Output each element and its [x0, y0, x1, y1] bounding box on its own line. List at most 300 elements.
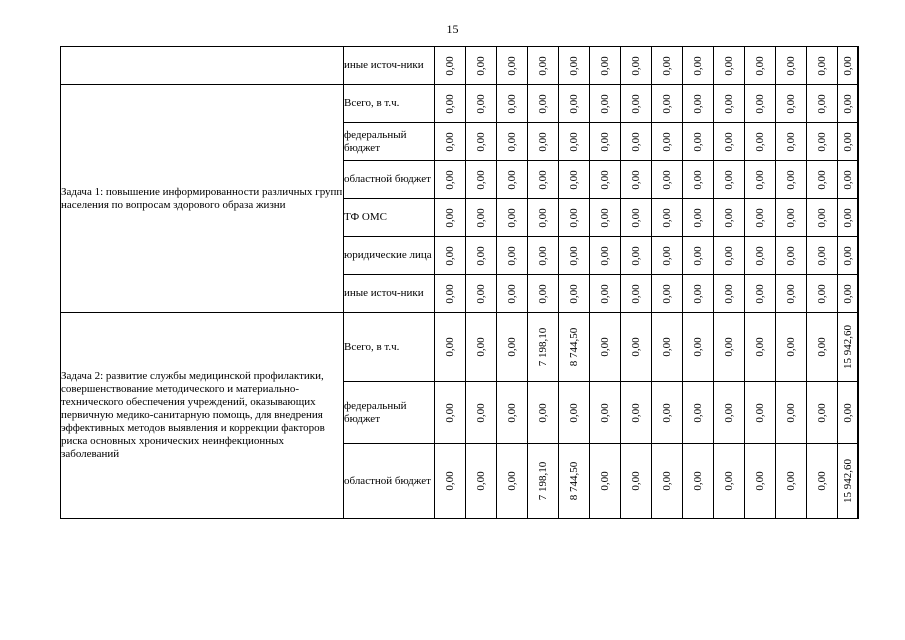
value-cell	[435, 85, 466, 123]
value-cell	[776, 275, 807, 313]
value-cell	[528, 382, 559, 444]
value-text: 0,00	[537, 131, 549, 152]
value-text: 0,00	[568, 245, 580, 266]
value-cell	[652, 237, 683, 275]
value-text: 0,00	[816, 93, 828, 114]
value-text: 0,00	[475, 283, 487, 304]
value-text: 0,00	[475, 402, 487, 423]
value-cell	[714, 237, 745, 275]
value-text: 0,00	[599, 245, 611, 266]
funding-source: Всего, в т.ч.	[344, 85, 435, 123]
value-text: 0,00	[692, 55, 704, 76]
value-text: 0,00	[444, 471, 456, 491]
empty-cell	[858, 237, 859, 275]
value-cell	[559, 199, 590, 237]
value-text: 0,00	[785, 131, 797, 152]
value-cell	[776, 444, 807, 519]
value-text: 0,00	[661, 131, 673, 152]
value-text: 0,00	[599, 93, 611, 114]
value-cell	[435, 123, 466, 161]
value-cell	[838, 123, 858, 161]
value-text: 0,00	[568, 131, 580, 152]
value-cell	[652, 444, 683, 519]
value-cell	[435, 47, 466, 85]
value-text: 0,00	[723, 337, 735, 357]
value-text: 0,00	[630, 55, 642, 76]
empty-cell	[858, 85, 859, 123]
value-cell	[559, 275, 590, 313]
value-cell	[714, 313, 745, 382]
value-text: 0,00	[692, 169, 704, 190]
value-cell	[621, 382, 652, 444]
value-text: 0,00	[816, 169, 828, 190]
empty-cell	[858, 444, 859, 519]
value-cell	[683, 313, 714, 382]
value-text: 7 198,10	[537, 327, 549, 367]
value-cell	[652, 123, 683, 161]
value-text: 7 198,10	[537, 461, 549, 501]
value-cell	[807, 161, 838, 199]
value-cell	[528, 47, 559, 85]
table-row	[61, 47, 859, 85]
value-text: 0,00	[816, 131, 828, 152]
value-cell	[683, 237, 714, 275]
value-cell	[497, 313, 528, 382]
value-text: 0,00	[599, 169, 611, 190]
value-cell	[745, 85, 776, 123]
value-cell	[652, 161, 683, 199]
value-text: 0,00	[630, 93, 642, 114]
value-cell	[683, 275, 714, 313]
value-text: 0,00	[599, 55, 611, 76]
value-cell	[652, 85, 683, 123]
value-cell	[528, 313, 559, 382]
value-text: 0,00	[785, 55, 797, 76]
value-text: 0,00	[444, 402, 456, 423]
value-cell	[683, 382, 714, 444]
value-cell	[466, 47, 497, 85]
value-text: 0,00	[692, 207, 704, 228]
value-text: 0,00	[630, 337, 642, 357]
value-text: 0,00	[506, 245, 518, 266]
value-cell	[838, 444, 858, 519]
value-text: 0,00	[661, 55, 673, 76]
value-text: 0,00	[537, 283, 549, 304]
value-cell	[745, 313, 776, 382]
value-text: 0,00	[444, 283, 456, 304]
value-cell	[745, 444, 776, 519]
empty-cell	[858, 313, 859, 382]
value-text: 0,00	[754, 402, 766, 423]
value-text: 0,00	[816, 245, 828, 266]
value-text: 0,00	[630, 471, 642, 491]
value-text: 0,00	[692, 283, 704, 304]
value-text: 0,00	[754, 337, 766, 357]
value-cell	[714, 275, 745, 313]
task-description: Задача 2: развитие службы медицинской профилактики, совершенствование методического и материально- технического обеспечения учреждений, оказывающих первичную медико-санитарную помощь, для внедрения эффективных методов выявления и коррекции факторов риска основных хронических неинфекционных заболеваний	[61, 313, 344, 519]
value-text: 0,00	[754, 131, 766, 152]
value-cell	[807, 313, 838, 382]
value-cell	[838, 382, 858, 444]
value-text: 0,00	[816, 471, 828, 491]
value-text: 0,00	[816, 55, 828, 76]
value-cell	[652, 313, 683, 382]
value-cell	[807, 123, 838, 161]
value-text: 0,00	[692, 337, 704, 357]
value-text: 0,00	[816, 283, 828, 304]
value-cell	[714, 123, 745, 161]
value-text: 0,00	[444, 93, 456, 114]
value-cell	[528, 444, 559, 519]
value-text: 0,00	[599, 283, 611, 304]
value-text: 0,00	[661, 245, 673, 266]
value-text: 0,00	[754, 93, 766, 114]
value-cell	[807, 47, 838, 85]
empty-cell	[858, 382, 859, 444]
value-cell	[714, 444, 745, 519]
value-cell	[776, 47, 807, 85]
value-text: 0,00	[754, 283, 766, 304]
value-text: 0,00	[537, 402, 549, 423]
funding-source: ТФ ОМС	[344, 199, 435, 237]
table-row	[61, 85, 859, 123]
value-cell	[528, 85, 559, 123]
value-text: 0,00	[568, 283, 580, 304]
value-text: 0,00	[785, 245, 797, 266]
value-cell	[497, 85, 528, 123]
value-text: 0,00	[785, 93, 797, 114]
value-cell	[497, 444, 528, 519]
value-text: 0,00	[816, 207, 828, 228]
value-cell	[466, 382, 497, 444]
value-text: 0,00	[754, 169, 766, 190]
value-text: 0,00	[661, 402, 673, 423]
value-text: 0,00	[841, 93, 854, 114]
value-cell	[621, 47, 652, 85]
value-cell	[838, 275, 858, 313]
value-text: 8 744,50	[568, 461, 580, 501]
value-text: 0,00	[785, 207, 797, 228]
value-text: 0,00	[599, 131, 611, 152]
value-cell	[714, 47, 745, 85]
value-text: 0,00	[506, 55, 518, 76]
value-text: 8 744,50	[568, 327, 580, 367]
value-text: 0,00	[692, 402, 704, 423]
value-cell	[838, 237, 858, 275]
empty-cell	[858, 275, 859, 313]
value-cell	[745, 47, 776, 85]
value-cell	[435, 275, 466, 313]
value-cell	[714, 161, 745, 199]
value-cell	[807, 237, 838, 275]
value-cell	[590, 47, 621, 85]
value-cell	[652, 47, 683, 85]
value-cell	[466, 123, 497, 161]
value-cell	[683, 199, 714, 237]
value-text: 0,00	[568, 55, 580, 76]
value-text: 0,00	[475, 55, 487, 76]
value-text: 0,00	[785, 471, 797, 491]
value-cell	[559, 85, 590, 123]
value-text: 0,00	[661, 283, 673, 304]
value-text: 0,00	[537, 55, 549, 76]
value-text: 0,00	[599, 471, 611, 491]
value-cell	[435, 237, 466, 275]
value-cell	[776, 199, 807, 237]
value-text: 0,00	[692, 93, 704, 114]
budget-table	[60, 46, 859, 519]
value-text: 0,00	[630, 169, 642, 190]
funding-source: Всего, в т.ч.	[344, 313, 435, 382]
value-text: 0,00	[568, 402, 580, 423]
value-cell	[714, 85, 745, 123]
value-text: 0,00	[841, 131, 854, 152]
value-text: 0,00	[444, 55, 456, 76]
value-text: 0,00	[444, 245, 456, 266]
value-text: 0,00	[630, 245, 642, 266]
value-cell	[466, 85, 497, 123]
value-text: 0,00	[785, 169, 797, 190]
value-text: 0,00	[754, 245, 766, 266]
value-cell	[528, 237, 559, 275]
value-text: 0,00	[475, 93, 487, 114]
value-cell	[652, 199, 683, 237]
value-cell	[621, 237, 652, 275]
value-cell	[497, 382, 528, 444]
value-text: 0,00	[599, 207, 611, 228]
value-cell	[807, 199, 838, 237]
value-cell	[776, 382, 807, 444]
value-cell	[559, 382, 590, 444]
value-cell	[683, 123, 714, 161]
value-text: 0,00	[816, 337, 828, 357]
value-cell	[776, 85, 807, 123]
value-cell	[590, 161, 621, 199]
value-cell	[776, 161, 807, 199]
value-cell	[590, 444, 621, 519]
value-cell	[497, 275, 528, 313]
value-text: 0,00	[599, 337, 611, 357]
value-text: 0,00	[475, 207, 487, 228]
table-row	[61, 313, 859, 382]
value-cell	[652, 382, 683, 444]
value-text: 0,00	[841, 207, 854, 228]
value-text: 0,00	[537, 169, 549, 190]
value-cell	[590, 199, 621, 237]
value-cell	[683, 161, 714, 199]
value-text: 0,00	[506, 283, 518, 304]
value-text: 0,00	[723, 471, 735, 491]
value-cell	[497, 199, 528, 237]
value-text: 15 942,60	[841, 459, 854, 503]
value-text: 0,00	[506, 131, 518, 152]
value-cell	[745, 237, 776, 275]
value-cell	[838, 199, 858, 237]
value-text: 0,00	[506, 93, 518, 114]
value-cell	[776, 237, 807, 275]
value-text: 0,00	[661, 207, 673, 228]
value-cell	[497, 123, 528, 161]
funding-source: федеральный бюджет	[344, 123, 435, 161]
funding-source: федеральный бюджет	[344, 382, 435, 444]
value-cell	[466, 199, 497, 237]
value-cell	[528, 123, 559, 161]
value-cell	[683, 444, 714, 519]
value-cell	[621, 85, 652, 123]
value-cell	[590, 313, 621, 382]
value-cell	[683, 85, 714, 123]
value-text: 0,00	[723, 93, 735, 114]
value-text: 0,00	[723, 283, 735, 304]
funding-source: иные источ-ники	[344, 275, 435, 313]
value-cell	[497, 47, 528, 85]
value-text: 0,00	[475, 471, 487, 491]
value-text: 0,00	[568, 93, 580, 114]
value-text: 0,00	[723, 169, 735, 190]
value-text: 0,00	[754, 55, 766, 76]
value-text: 0,00	[661, 169, 673, 190]
funding-source: юридические лица	[344, 237, 435, 275]
value-cell	[435, 444, 466, 519]
value-cell	[559, 47, 590, 85]
value-cell	[621, 123, 652, 161]
value-cell	[528, 275, 559, 313]
funding-source: иные источ-ники	[344, 47, 435, 85]
value-cell	[714, 199, 745, 237]
value-cell	[466, 237, 497, 275]
empty-cell	[858, 199, 859, 237]
value-text: 0,00	[537, 93, 549, 114]
value-text: 0,00	[841, 55, 854, 76]
value-cell	[745, 199, 776, 237]
value-cell	[435, 199, 466, 237]
value-text: 0,00	[785, 337, 797, 357]
empty-cell	[858, 47, 859, 85]
value-text: 0,00	[841, 169, 854, 190]
value-cell	[466, 275, 497, 313]
value-text: 0,00	[754, 207, 766, 228]
empty-cell	[858, 123, 859, 161]
value-text: 0,00	[506, 169, 518, 190]
value-text: 0,00	[816, 402, 828, 423]
value-text: 0,00	[661, 93, 673, 114]
value-cell	[683, 47, 714, 85]
value-text: 0,00	[444, 131, 456, 152]
value-cell	[776, 313, 807, 382]
value-cell	[807, 382, 838, 444]
value-cell	[745, 382, 776, 444]
value-cell	[435, 382, 466, 444]
empty-cell	[858, 161, 859, 199]
value-cell	[621, 199, 652, 237]
value-cell	[652, 275, 683, 313]
value-text: 0,00	[630, 402, 642, 423]
value-text: 0,00	[661, 337, 673, 357]
value-text: 0,00	[692, 131, 704, 152]
value-cell	[838, 313, 858, 382]
value-cell	[590, 275, 621, 313]
value-cell	[714, 382, 745, 444]
value-cell	[745, 161, 776, 199]
value-cell	[435, 161, 466, 199]
value-cell	[621, 275, 652, 313]
value-cell	[590, 382, 621, 444]
value-text: 0,00	[506, 207, 518, 228]
value-text: 0,00	[568, 169, 580, 190]
value-text: 0,00	[506, 402, 518, 423]
value-cell	[559, 313, 590, 382]
value-cell	[497, 161, 528, 199]
value-text: 0,00	[841, 245, 854, 266]
value-cell	[466, 313, 497, 382]
value-text: 0,00	[630, 131, 642, 152]
value-cell	[497, 237, 528, 275]
value-text: 0,00	[475, 337, 487, 357]
page-number: 15	[446, 22, 459, 36]
value-cell	[838, 161, 858, 199]
value-text: 0,00	[785, 402, 797, 423]
value-text: 0,00	[475, 131, 487, 152]
value-text: 0,00	[785, 283, 797, 304]
value-cell	[590, 85, 621, 123]
value-cell	[621, 161, 652, 199]
value-cell	[466, 161, 497, 199]
value-text: 0,00	[475, 245, 487, 266]
value-text: 0,00	[692, 245, 704, 266]
value-text: 0,00	[723, 131, 735, 152]
value-text: 0,00	[537, 207, 549, 228]
value-text: 0,00	[723, 245, 735, 266]
value-text: 0,00	[661, 471, 673, 491]
value-text: 0,00	[723, 402, 735, 423]
value-text: 0,00	[692, 471, 704, 491]
value-cell	[559, 161, 590, 199]
value-cell	[590, 123, 621, 161]
value-text: 0,00	[568, 207, 580, 228]
task-description	[61, 47, 344, 85]
value-cell	[466, 444, 497, 519]
value-text: 0,00	[599, 402, 611, 423]
value-cell	[559, 237, 590, 275]
value-text: 0,00	[841, 402, 854, 423]
value-text: 0,00	[723, 207, 735, 228]
value-cell	[590, 237, 621, 275]
value-text: 0,00	[841, 283, 854, 304]
value-text: 0,00	[506, 471, 518, 491]
value-cell	[838, 47, 858, 85]
value-text: 0,00	[630, 283, 642, 304]
value-cell	[838, 85, 858, 123]
value-text: 0,00	[630, 207, 642, 228]
value-cell	[621, 313, 652, 382]
value-cell	[745, 123, 776, 161]
funding-source: областной бюджет	[344, 161, 435, 199]
value-cell	[621, 444, 652, 519]
value-cell	[559, 123, 590, 161]
value-cell	[528, 161, 559, 199]
value-cell	[435, 313, 466, 382]
value-cell	[745, 275, 776, 313]
value-text: 15 942,60	[841, 325, 854, 369]
value-cell	[807, 275, 838, 313]
value-text: 0,00	[444, 337, 456, 357]
value-text: 0,00	[754, 471, 766, 491]
value-text: 0,00	[537, 245, 549, 266]
funding-source: областной бюджет	[344, 444, 435, 519]
value-cell	[528, 199, 559, 237]
value-cell	[559, 444, 590, 519]
value-cell	[807, 444, 838, 519]
